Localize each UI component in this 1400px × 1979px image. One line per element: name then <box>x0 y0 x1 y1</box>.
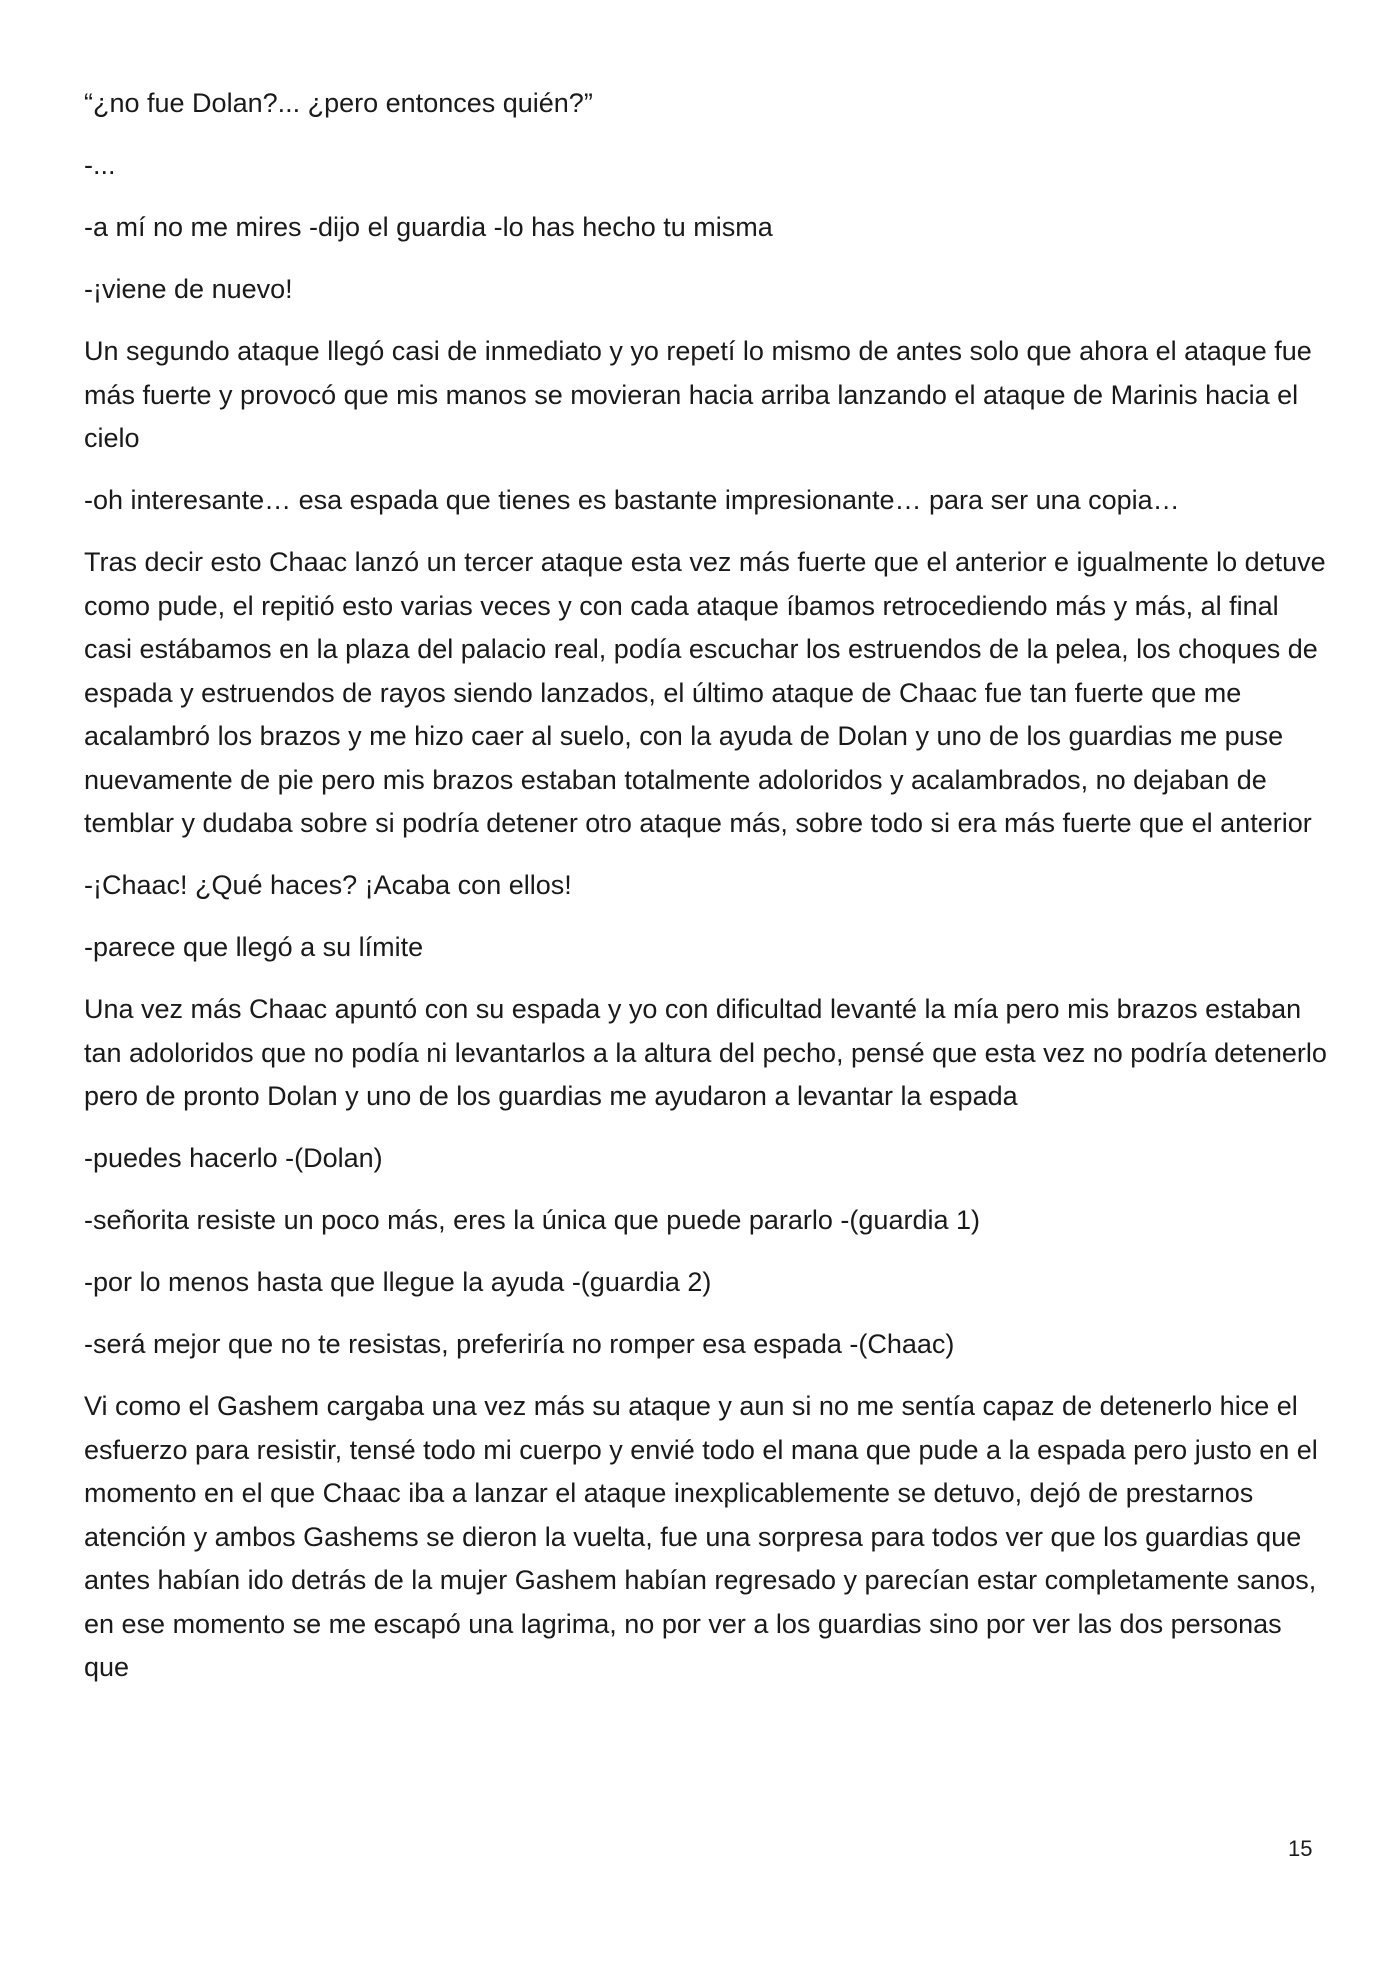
paragraph: -a mí no me mires -dijo el guardia -lo has hecho tu misma <box>84 212 773 242</box>
paragraph: -... <box>84 150 116 180</box>
paragraph: -será mejor que no te resistas, preferiría no romper esa espada -(Chaac) <box>84 1329 955 1359</box>
paragraph: Vi como el Gashem cargaba una vez más su ataque y aun si no me sentía capaz de detenerlo hice el esfuerzo para resistir, tensé todo mi cuerpo y envié todo el mana que pude a la espada pero justo en el momento en el que Chaac iba a lanzar el ataque inexplicablemente se detuvo, dejó de prestarnos atención y ambos Gashems se dieron la vuelta, fue una sorpresa para todos ver que los guardias que antes habían ido detrás de la mujer Gashem habían regresado y parecían estar completamente sanos, en ese momento se me escapó una lagrima, no por ver a los guardias sino por ver las dos personas que <box>84 1391 1318 1682</box>
paragraph: -oh interesante… esa espada que tienes es bastante impresionante… para ser una copia… <box>84 485 1180 515</box>
paragraph: -¡Chaac! ¿Qué haces? ¡Acaba con ellos! <box>84 870 572 900</box>
paragraph: Una vez más Chaac apuntó con su espada y yo con dificultad levanté la mía pero mis brazos estaban tan adoloridos que no podía ni levantarlos a la altura del pecho, pensé que esta vez no podría detenerlo pero de pronto Dolan y uno de los guardias me ayudaron a levantar la espada <box>84 994 1327 1111</box>
paragraph: -¡viene de nuevo! <box>84 274 293 304</box>
paragraph: Un segundo ataque llegó casi de inmediato y yo repetí lo mismo de antes solo que ahora el ataque fue más fuerte y provocó que mis manos se movieran hacia arriba lanzando el ataque de Marinis hacia el cielo <box>84 336 1312 453</box>
body-text <box>84 82 1334 1708</box>
paragraph: -puedes hacerlo -(Dolan) <box>84 1143 383 1173</box>
paragraph: -parece que llegó a su límite <box>84 932 424 962</box>
paragraph: -por lo menos hasta que llegue la ayuda -(guardia 2) <box>84 1267 712 1297</box>
page-number: 15 <box>1288 1836 1313 1861</box>
paragraph: Tras decir esto Chaac lanzó un tercer ataque esta vez más fuerte que el anterior e igualmente lo detuve como pude, el repitió esto varias veces y con cada ataque íbamos retrocediendo más y más, al final casi estábamos en la plaza del palacio real, podía escuchar los estruendos de la pelea, los choques de espada y estruendos de rayos siendo lanzados, el último ataque de Chaac fue tan fuerte que me acalambró los brazos y me hizo caer al suelo, con la ayuda de Dolan y uno de los guardias me puse nuevamente de pie pero mis brazos estaban totalmente adoloridos y acalambrados, no dejaban de temblar y dudaba sobre si podría detener otro ataque más, sobre todo si era más fuerte que el anterior <box>84 547 1326 838</box>
paragraph: -señorita resiste un poco más, eres la única que puede pararlo -(guardia 1) <box>84 1205 980 1235</box>
paragraph: “¿no fue Dolan?... ¿pero entonces quién?” <box>84 88 593 118</box>
